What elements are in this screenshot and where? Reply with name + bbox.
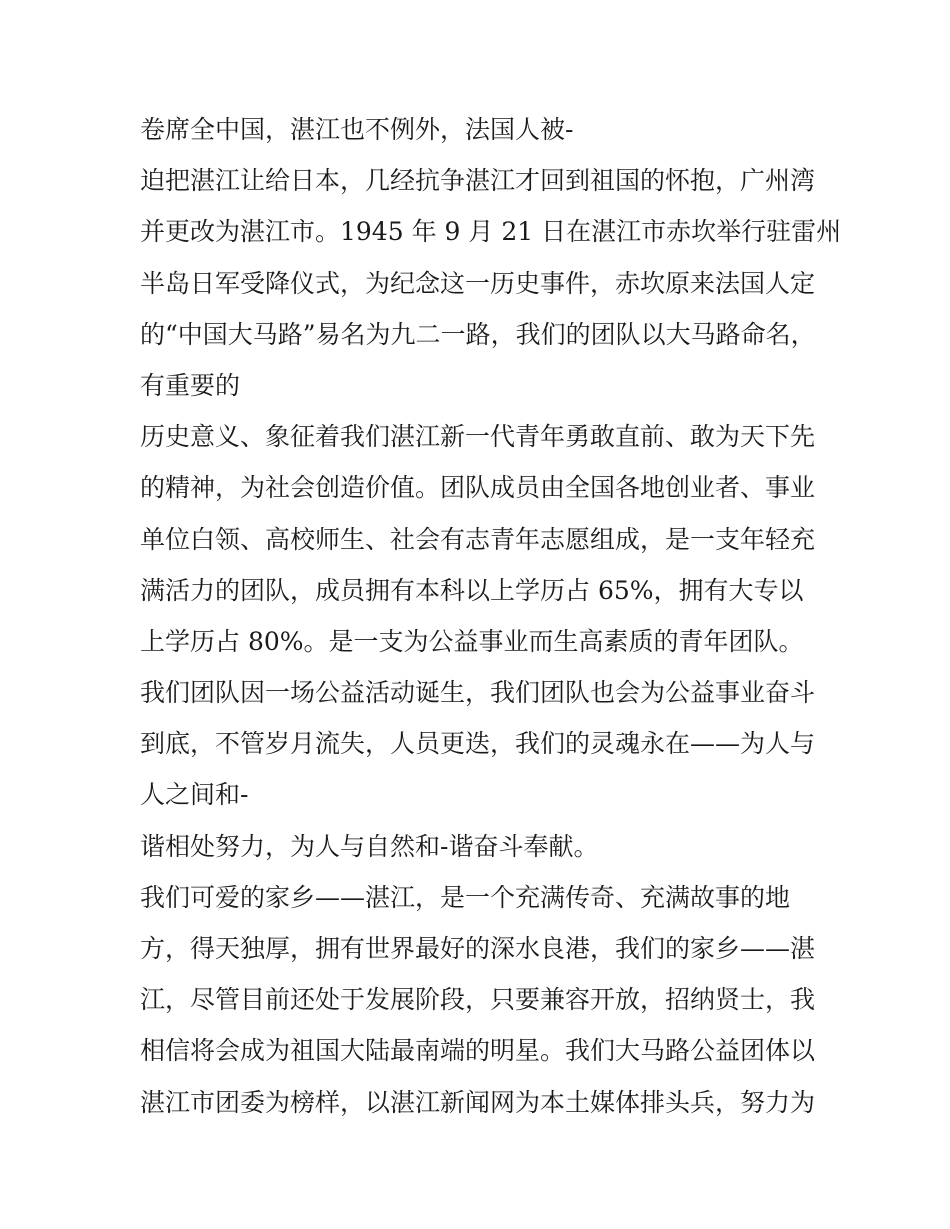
text-line: 半岛日军受降仪式，为纪念这一历史事件，赤坎原来法国人定 xyxy=(140,268,816,298)
text-line: 上学历占 80%。是一支为公益事业而生高素质的青年团队。 xyxy=(140,626,804,656)
text-line: 我们可爱的家乡——湛江，是一个充满传奇、充满故事的地 xyxy=(140,882,791,912)
text-line: 相信将会成为祖国大陆最南端的明星。我们大马路公益团体以 xyxy=(140,1036,816,1066)
text-line: 有重要的 xyxy=(140,370,241,400)
text-line: 历史意义、象征着我们湛江新一代青年勇敢直前、敢为天下先 xyxy=(140,422,816,452)
body-text xyxy=(140,110,842,1134)
text-line: 湛江市团委为榜样，以湛江新闻网为本土媒体排头兵，努力为 xyxy=(140,1087,816,1117)
text-line: 并更改为湛江市。1945 年 9 月 21 日在湛江市赤坎举行驻雷州 xyxy=(140,217,842,247)
text-line: 迫把湛江让给日本，几经抗争湛江才回到祖国的怀抱，广州湾 xyxy=(140,166,816,196)
text-line: 我们团队因一场公益活动诞生，我们团队也会为公益事业奋斗 xyxy=(140,678,816,708)
text-line: 江，尽管目前还处于发展阶段，只要兼容开放，招纳贤士，我 xyxy=(140,985,816,1015)
text-line: 谐相处努力，为人与自然和-谐奋斗奉献。 xyxy=(140,831,599,861)
text-line: 单位白领、高校师生、社会有志青年志愿组成，是一支年轻充 xyxy=(140,524,816,554)
text-line: 的“中国大马路”易名为九二一路，我们的团队以大马路命名， xyxy=(140,319,816,349)
text-line: 人之间和- xyxy=(140,780,249,810)
text-line: 满活力的团队，成员拥有本科以上学历占 65%，拥有大专以 xyxy=(140,575,804,605)
text-line: 到底，不管岁月流失，人员更迭，我们的灵魂永在——为人与 xyxy=(140,729,816,759)
text-line: 卷席全中国，湛江也不例外，法国人被- xyxy=(140,115,574,144)
text-line: 的精神，为社会创造价值。团队成员由全国各地创业者、事业 xyxy=(140,473,816,503)
text-line: 方，得天独厚，拥有世界最好的深水良港，我们的家乡——湛 xyxy=(140,934,816,963)
